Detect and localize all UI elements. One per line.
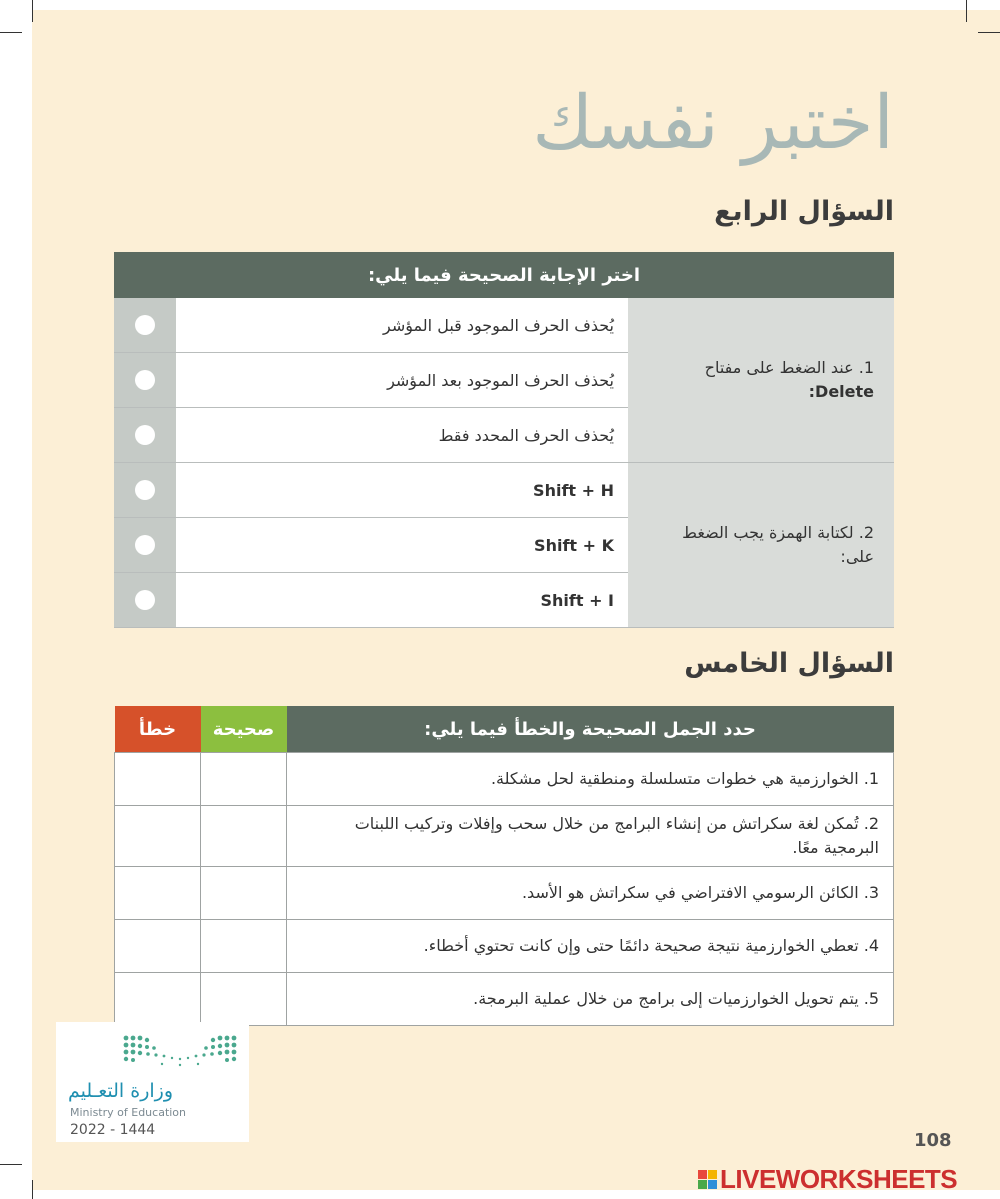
question-number: 2. [858,523,874,542]
radio-cell [114,408,176,463]
radio-cell [114,518,176,573]
crop-mark [32,1180,33,1199]
liveworksheets-text: LIVEWORKSHEETS [720,1163,958,1194]
radio-button[interactable] [135,370,155,390]
ministry-year: 2022 - 1444 [70,1122,156,1138]
false-answer-cell[interactable] [115,867,201,920]
option-text: Shift + I [176,573,628,628]
question-number: 1. [858,358,874,377]
table-row [115,920,894,973]
question-4-table [114,252,894,628]
crop-mark [978,32,1000,33]
option-text: يُحذف الحرف الموجود بعد المؤشر [176,353,628,408]
question-4-heading: السؤال الرابع [714,196,894,227]
table-row [115,806,894,867]
statement-text: 3. الكائن الرسومي الافتراضي في سكراتش هو الأسد. [287,867,894,920]
true-answer-cell[interactable] [201,806,287,867]
false-answer-cell[interactable] [115,753,201,806]
statement-text: 2. تُمكن لغة سكراتش من إنشاء البرامج من خلال سحب وإفلات وتركيب اللبنات البرمجية معًا. [287,806,894,867]
table-row [114,463,894,518]
true-answer-cell[interactable] [201,973,287,1026]
table-row [114,298,894,353]
true-answer-cell[interactable] [201,867,287,920]
table-row [115,753,894,806]
radio-cell [114,298,176,353]
statement-text: 4. تعطي الخوارزمية نتيجة صحيحة دائمًا حتى وإن كانت تحتوي أخطاء. [287,920,894,973]
option-text: Shift + K [176,518,628,573]
question-keyword: Delete [815,382,874,401]
radio-cell [114,353,176,408]
option-text: يُحذف الحرف الموجود قبل المؤشر [176,298,628,353]
page-number: 108 [914,1130,952,1151]
question-cell [628,463,894,628]
ministry-logo [56,1022,249,1142]
radio-button[interactable] [135,425,155,445]
ministry-name-arabic: وزارة التعـليم [68,1080,174,1102]
statement-text: 1. الخوارزمية هي خطوات متسلسلة ومنطقية لحل مشكلة. [287,753,894,806]
table-row [115,973,894,1026]
question-cell [628,298,894,463]
crop-mark [32,0,33,22]
question-4-instruction: اختر الإجابة الصحيحة فيما يلي: [114,252,894,298]
false-answer-cell[interactable] [115,806,201,867]
liveworksheets-icon [698,1170,717,1189]
table-row [115,867,894,920]
radio-cell [114,463,176,518]
radio-button[interactable] [135,590,155,610]
true-answer-cell[interactable] [201,920,287,973]
true-answer-cell[interactable] [201,753,287,806]
statement-text: 5. يتم تحويل الخوارزميات إلى برامج من خلال عملية البرمجة. [287,973,894,1026]
question-text: لكتابة الهمزة يجب الضغط على: [682,523,874,566]
radio-button[interactable] [135,315,155,335]
question-text: عند الضغط على مفتاح [704,358,854,377]
false-answer-cell[interactable] [115,973,201,1026]
radio-cell [114,573,176,628]
liveworksheets-brand[interactable] [698,1161,957,1197]
radio-button[interactable] [135,480,155,500]
question-5-instruction: حدد الجمل الصحيحة والخطأ فيما يلي: [287,706,894,753]
question-5-heading: السؤال الخامس [684,648,894,679]
page-title: اختبر نفسك [532,80,894,166]
radio-button[interactable] [135,535,155,555]
question-5-table [114,706,894,1026]
option-text: Shift + H [176,463,628,518]
true-column-header: صحيحة [201,706,287,753]
crop-mark [0,1164,22,1165]
false-column-header: خطأ [115,706,201,753]
false-answer-cell[interactable] [115,920,201,973]
crop-mark [0,32,22,33]
crop-mark [966,0,967,22]
question-suffix: : [808,382,816,401]
ministry-dots-icon [122,1034,238,1068]
ministry-name-english: Ministry of Education [70,1106,187,1119]
option-text: يُحذف الحرف المحدد فقط [176,408,628,463]
